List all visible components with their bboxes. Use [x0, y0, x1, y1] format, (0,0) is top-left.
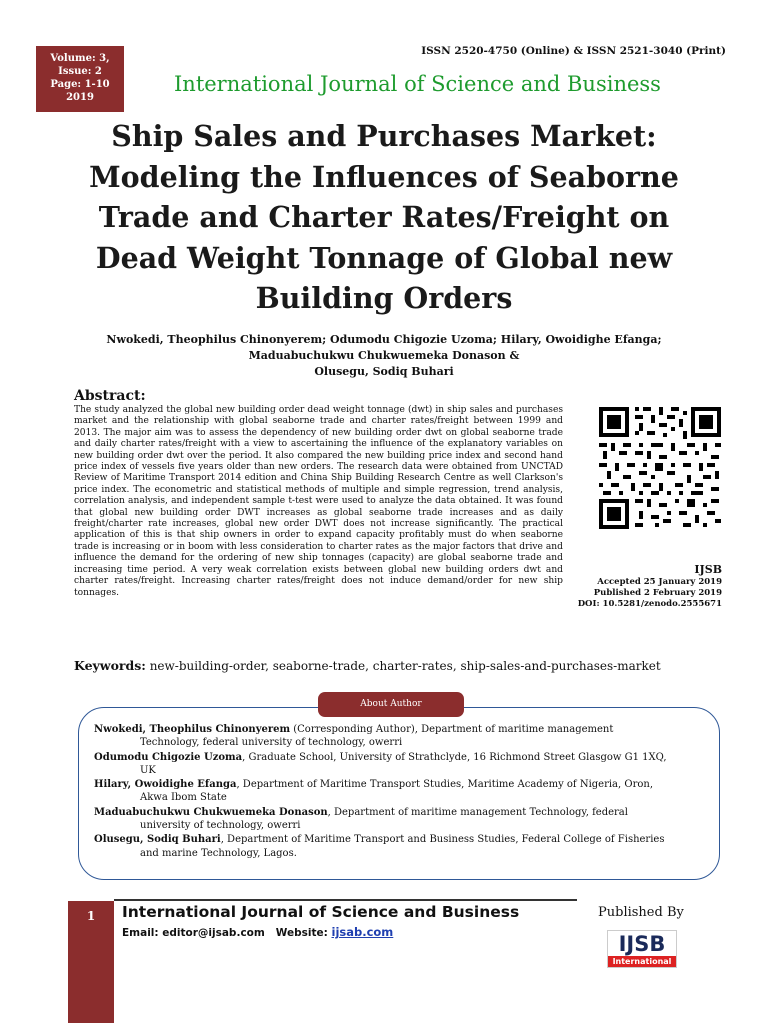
- author-line: Olusegu, Sodiq Buhari: [314, 365, 454, 378]
- title-line: Dead Weight Tonnage of Global new: [95, 240, 673, 275]
- affiliation-continuation: Akwa Ibom State: [140, 792, 227, 804]
- page-number: 1: [86, 909, 96, 923]
- footer-contact: [122, 925, 393, 939]
- author-affiliation: [94, 723, 706, 750]
- about-author-list: [94, 723, 706, 861]
- abstract-heading: Abstract:: [74, 388, 146, 404]
- affiliation-text: (Corresponding Author), Department of maritime management: [290, 724, 614, 735]
- author-list: [60, 332, 708, 380]
- author-line: Maduabuchukwu Chukwuemeka Donason &: [248, 349, 520, 362]
- logo-subtext: International: [608, 956, 676, 967]
- published-by-label: Published By: [598, 905, 684, 920]
- affiliation-text: , Graduate School, University of Strathclyde, 16 Richmond Street Glasgow G1 1XQ,: [242, 751, 667, 763]
- paper-title: [40, 116, 728, 319]
- title-line: Building Orders: [255, 281, 513, 315]
- year-line: 2019: [66, 92, 94, 103]
- affiliation-author-name: Nwokedi, Theophilus Chinonyerem: [94, 724, 291, 735]
- author-affiliation: [94, 833, 706, 860]
- page-number-box: [68, 901, 114, 1023]
- affiliation-text: , Department of Maritime Transport Studies, Maritime Academy of Nigeria, Oron,: [236, 779, 653, 791]
- affiliation-text: , Department of Maritime Transport and Business Studies, Federal College of Fisheries: [220, 834, 665, 846]
- keywords-text: new-building-order, seaborne-trade, charter-rates, ship-sales-and-purchases-market: [145, 659, 661, 673]
- logo-text: IJSB: [618, 932, 666, 956]
- ijsb-logo: [607, 930, 677, 968]
- title-line: Trade and Charter Rates/Freight on: [98, 200, 670, 234]
- keywords-section: [74, 658, 694, 674]
- author-affiliation: [94, 806, 706, 833]
- volume-issue-box: [36, 46, 124, 112]
- qr-code-icon[interactable]: [597, 405, 723, 531]
- affiliation-continuation: and marine Technology, Lagos.: [140, 847, 297, 859]
- title-line: Modeling the Influences of Seaborne: [89, 159, 679, 194]
- affiliation-continuation: UK: [140, 764, 156, 776]
- author-affiliation: [94, 751, 706, 778]
- affiliation-author-name: Odumodu Chigozie Uzoma: [94, 751, 243, 763]
- ijsb-label: IJSB: [694, 563, 722, 576]
- footer-website-label: Website:: [275, 927, 328, 939]
- journal-header-title: International Journal of Science and Business: [174, 72, 661, 96]
- affiliation-continuation: Technology, federal university of technology, owerri: [140, 737, 403, 749]
- affiliation-text: , Department of maritime management Technology, federal: [327, 806, 628, 818]
- title-line: Ship Sales and Purchases Market:: [111, 119, 657, 153]
- issn-text: ISSN 2520-4750 (Online) & ISSN 2521-3040 (Print): [421, 45, 726, 57]
- footer-email[interactable]: Email: editor@ijsab.com: [122, 927, 265, 939]
- affiliation-author-name: Olusegu, Sodiq Buhari: [94, 834, 221, 846]
- doi-text[interactable]: DOI: 10.5281/zenodo.2555671: [577, 599, 722, 609]
- abstract-body: The study analyzed the global new building order dead weight tonnage (dwt) in ship sales and purchases market and the relationship with global seaborne trade and charter rates/freight between 1999 and 2013. The major aim was to assess the dependency of new building order dwt on global seaborne trade and daily charter rates/freight with a view to ascertaining the influence of the explanatory variables on new building order dwt over the period. It also compared the new building price index and second hand price index of vessels five years older than new orders. The research data were obtained from UNCTAD Review of Maritime Transport 2014 edition and China Ship Building Research Centre as well Clarkson's price index. The econometric and statistical methods of multiple and simple regression, trend analysis, correlation analysis, and independent sample t-test were used to analyze the data obtained. It was found that global new building order DWT increases as global seaborne trade increases and as daily freight/charter rate increases, global new order DWT does not increase significantly. The practical application of this is that ship owners in order to expand capacity profitably must do when seaborne trade is increasing or in boom with less consideration to charter rates as the major factors that drive and influence the demand for the ordering of new ship tonnages (capacity) are global seaborne trade and increasing time period. A very weak correlation exists between global new building orders dwt and charter rates/freight. Increasing charter rates/freight does not induce demand/order for new ship tonnages.: [74, 405, 563, 598]
- accepted-date: Accepted 25 January 2019: [597, 577, 722, 587]
- volume-line: Volume: 3, Issue: 2: [50, 53, 110, 77]
- author-affiliation: [94, 778, 706, 805]
- author-line: Nwokedi, Theophilus Chinonyerem; Odumodu Chigozie Uzoma; Hilary, Owoidighe Efanga;: [106, 333, 662, 346]
- affiliation-author-name: Maduabuchukwu Chukwuemeka Donason: [94, 806, 328, 818]
- footer-divider: [114, 899, 577, 901]
- affiliation-author-name: Hilary, Owoidighe Efanga: [94, 779, 237, 791]
- affiliation-continuation: university of technology, owerri: [140, 820, 301, 832]
- keywords-label: Keywords:: [74, 658, 146, 673]
- article-dates: [578, 577, 722, 610]
- page-range-line: Page: 1-10: [50, 79, 110, 90]
- published-date: Published 2 February 2019: [593, 588, 722, 598]
- footer-website-link[interactable]: ijsab.com: [331, 925, 394, 939]
- about-author-tab: About Author: [318, 692, 464, 717]
- footer-journal-name: International Journal of Science and Business: [122, 903, 520, 921]
